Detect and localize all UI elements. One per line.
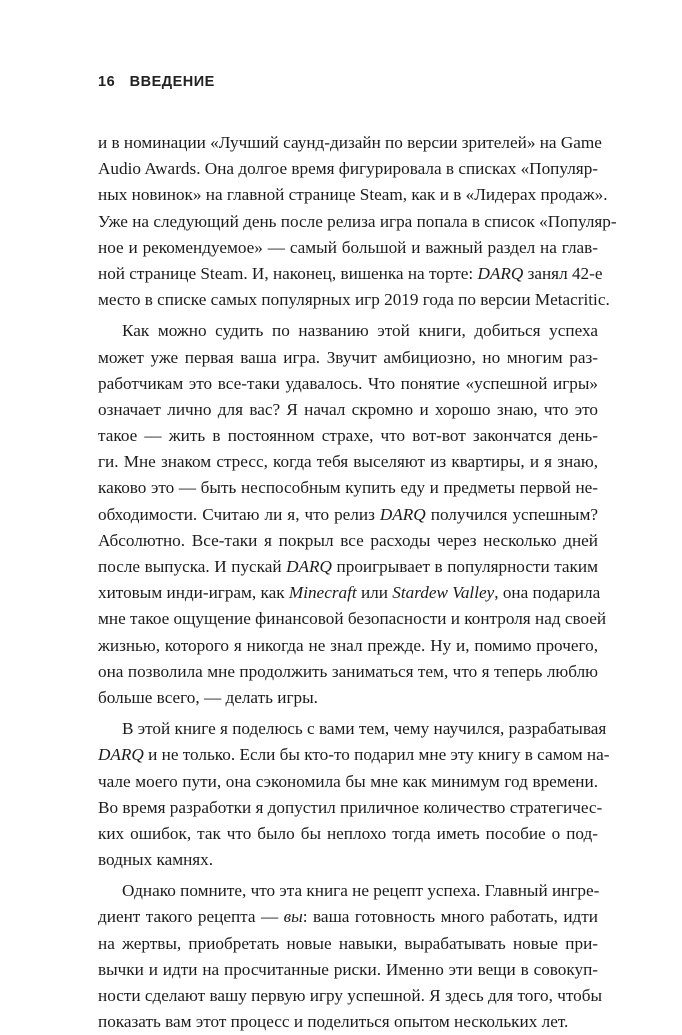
text-line: каково это — быть неспособным купить еду и предметы первой не- xyxy=(98,478,598,498)
text-line: и в номинации «Лучший саунд-дизайн по версии зрителей» на Game xyxy=(98,133,602,152)
text-fragment: или xyxy=(356,583,393,603)
text-line: она позволила мне продолжить заниматься тем, что я теперь люблю xyxy=(98,661,598,681)
game-title: DARQ xyxy=(477,263,524,283)
text-line: ности сделают вашу первую игру успешной. Я здесь для того, чтобы xyxy=(98,986,603,1005)
text-fragment: обходимости. Считаю ли я, что релиз xyxy=(98,504,380,524)
text-fragment: ной странице Steam. И, наконец, вишенка на торте: xyxy=(98,263,478,283)
text-line: Как можно судить по названию этой книги, добиться успеха xyxy=(122,321,598,341)
text-line xyxy=(98,554,598,580)
text-line: показать вам этот процесс и поделиться опытом нескольких лет. xyxy=(98,1012,569,1032)
text-line xyxy=(98,261,603,287)
text-line: Во время разработки я допустил приличное количество стратегичес- xyxy=(98,797,603,817)
text-line: работчикам это все-таки удавалось. Что понятие «успешной игры» xyxy=(98,373,598,393)
section-title: ВВЕДЕНИЕ xyxy=(129,74,215,90)
text-fragment: получился успешным? xyxy=(425,504,598,524)
text-line: может уже первая ваша игра. Звучит амбициозно, но многим раз- xyxy=(98,347,598,367)
text-fragment: и не только. Если бы кто-то подарил мне эту книгу в самом на- xyxy=(143,745,610,765)
paragraph xyxy=(98,318,607,711)
text-line xyxy=(98,904,598,930)
text-line: В этой книге я поделюсь с вами тем, чему научился, разрабатывая xyxy=(122,719,607,739)
text-line xyxy=(98,580,601,606)
text-line: ги. Мне знаком стресс, когда тебя выселяют из квартиры, и я знаю, xyxy=(98,452,598,472)
text-fragment: занял 42-е xyxy=(523,263,603,283)
text-line: Абсолютно. Все-таки я покрыл все расходы через несколько дней xyxy=(98,530,598,550)
paragraph xyxy=(98,878,603,1035)
text-fragment: после выпуска. И пускай xyxy=(98,557,287,576)
text-line xyxy=(98,742,610,768)
paragraph xyxy=(98,716,610,873)
game-title: DARQ xyxy=(286,557,332,576)
game-title: Minecraft xyxy=(288,583,357,603)
page-number: 16 xyxy=(98,74,116,90)
text-line: ных новинок» на главной странице Steam, как и в «Лидерах продаж». xyxy=(98,185,608,205)
paragraph xyxy=(98,130,617,313)
text-line: вычки и идти на просчитанные риски. Именно эти вещи в совокуп- xyxy=(98,959,598,979)
game-title: DARQ xyxy=(98,745,144,765)
text-line: на жертвы, приобретать новые навыки, вырабатывать новые при- xyxy=(98,933,598,953)
text-fragment: хитовым инди-играм, как xyxy=(98,583,289,603)
emphasis: вы xyxy=(283,907,303,927)
text-line: мне такое ощущение финансовой безопасности и контроля над своей xyxy=(98,609,607,629)
text-fragment: , она подарила xyxy=(494,583,601,603)
text-fragment: проигрывает в популярности таким xyxy=(331,557,598,576)
text-line: ное и рекомендуемое» — самый большой и важный раздел на глав- xyxy=(98,237,598,257)
text-line: водных камнях. xyxy=(98,850,214,870)
text-line: Audio Awards. Она долгое время фигурировала в списках «Популяр- xyxy=(98,159,599,179)
running-head xyxy=(98,74,215,90)
text-line: Уже на следующий день после релиза игра попала в список «Популяр- xyxy=(98,211,617,231)
text-fragment: диент такого рецепта — xyxy=(98,907,284,927)
body-text xyxy=(98,130,617,1035)
game-title: Stardew Valley xyxy=(392,583,495,603)
text-fragment: : ваша готовность много работать, идти xyxy=(302,907,598,927)
text-line: жизнью, которого я никогда не знал прежде. Ну и, помимо прочего, xyxy=(98,635,598,655)
text-line: место в списке самых популярных игр 2019 года по версии Metacritic. xyxy=(98,290,610,310)
text-line: больше всего, — делать игры. xyxy=(98,687,318,707)
text-line: такое — жить в постоянном страхе, что вот-вот закончатся день- xyxy=(98,426,598,446)
game-title: DARQ xyxy=(379,504,426,524)
text-line: Однако помните, что эта книга не рецепт успеха. Главный ингре- xyxy=(122,881,600,901)
text-line xyxy=(98,502,598,528)
text-line: чале моего пути, она сэкономила бы мне как минимум год времени. xyxy=(98,771,598,791)
text-line: ких ошибок, так что было бы неплохо тогда иметь пособие о под- xyxy=(98,823,598,843)
text-line: означает лично для вас? Я начал скромно и хорошо знаю, что это xyxy=(98,399,598,419)
